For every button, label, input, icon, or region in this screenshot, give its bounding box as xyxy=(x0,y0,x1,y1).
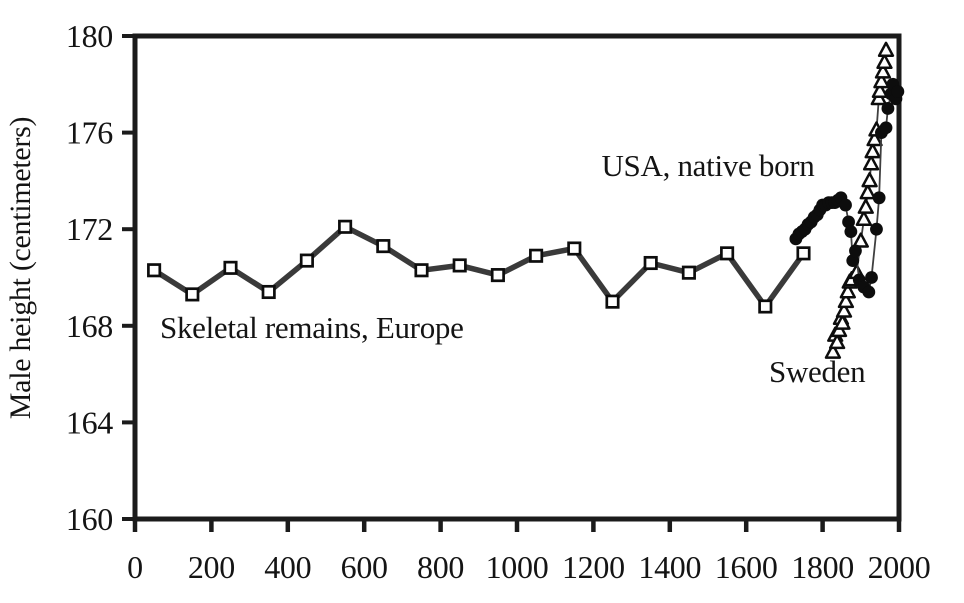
square-marker xyxy=(416,265,427,276)
square-marker xyxy=(454,260,465,271)
annotation-skeletal-remains-europe: Skeletal remains, Europe xyxy=(160,310,464,345)
y-tick-label: 164 xyxy=(65,404,113,441)
x-tick-label: 2000 xyxy=(867,549,931,585)
square-marker xyxy=(760,301,771,312)
y-tick-label: 180 xyxy=(65,18,113,54)
triangle-marker xyxy=(879,43,893,56)
square-marker xyxy=(339,221,350,232)
square-marker xyxy=(225,262,236,273)
circle-marker xyxy=(862,286,875,299)
x-tick-label: 200 xyxy=(187,549,235,585)
triangle-marker xyxy=(859,200,873,213)
annotation-sweden: Sweden xyxy=(769,354,866,389)
x-tick-label: 1800 xyxy=(791,549,855,585)
circle-marker xyxy=(844,225,857,238)
annotation-usa-native-born: USA, native born xyxy=(601,148,815,183)
triangle-marker xyxy=(854,234,868,247)
square-marker xyxy=(492,269,503,280)
square-marker xyxy=(645,257,656,268)
square-marker xyxy=(378,240,389,251)
y-tick-label: 160 xyxy=(65,501,113,537)
x-tick-label: 1200 xyxy=(561,549,625,585)
circle-marker xyxy=(865,271,878,284)
x-tick-label: 1600 xyxy=(714,549,778,585)
square-marker xyxy=(263,286,274,297)
square-marker xyxy=(683,267,694,278)
series-circle-filled xyxy=(789,78,904,298)
square-marker xyxy=(569,243,580,254)
square-marker xyxy=(798,248,809,259)
square-marker xyxy=(301,255,312,266)
square-marker xyxy=(148,265,159,276)
circle-marker xyxy=(839,199,852,212)
x-tick-label: 0 xyxy=(127,549,143,585)
circle-marker xyxy=(870,223,883,236)
x-tick-label: 1400 xyxy=(638,549,702,585)
square-marker xyxy=(607,296,618,307)
series-line xyxy=(154,227,803,307)
triangle-marker xyxy=(863,173,877,186)
circle-marker xyxy=(880,121,893,134)
axis-ticks xyxy=(66,18,931,585)
x-tick-label: 800 xyxy=(417,549,465,585)
x-tick-label: 600 xyxy=(340,549,388,585)
x-tick-label: 1000 xyxy=(485,549,549,585)
y-tick-label: 168 xyxy=(65,307,113,344)
square-marker xyxy=(187,289,198,300)
y-tick-label: 176 xyxy=(65,114,113,151)
circle-marker xyxy=(891,85,904,98)
y-axis-title: Male height (centimeters) xyxy=(4,116,37,420)
circle-marker xyxy=(873,191,886,204)
square-marker xyxy=(530,250,541,261)
circle-marker xyxy=(849,245,862,258)
y-tick-label: 172 xyxy=(65,211,113,248)
series-square-open xyxy=(148,221,809,312)
square-marker xyxy=(721,248,732,259)
x-tick-label: 400 xyxy=(264,549,312,585)
